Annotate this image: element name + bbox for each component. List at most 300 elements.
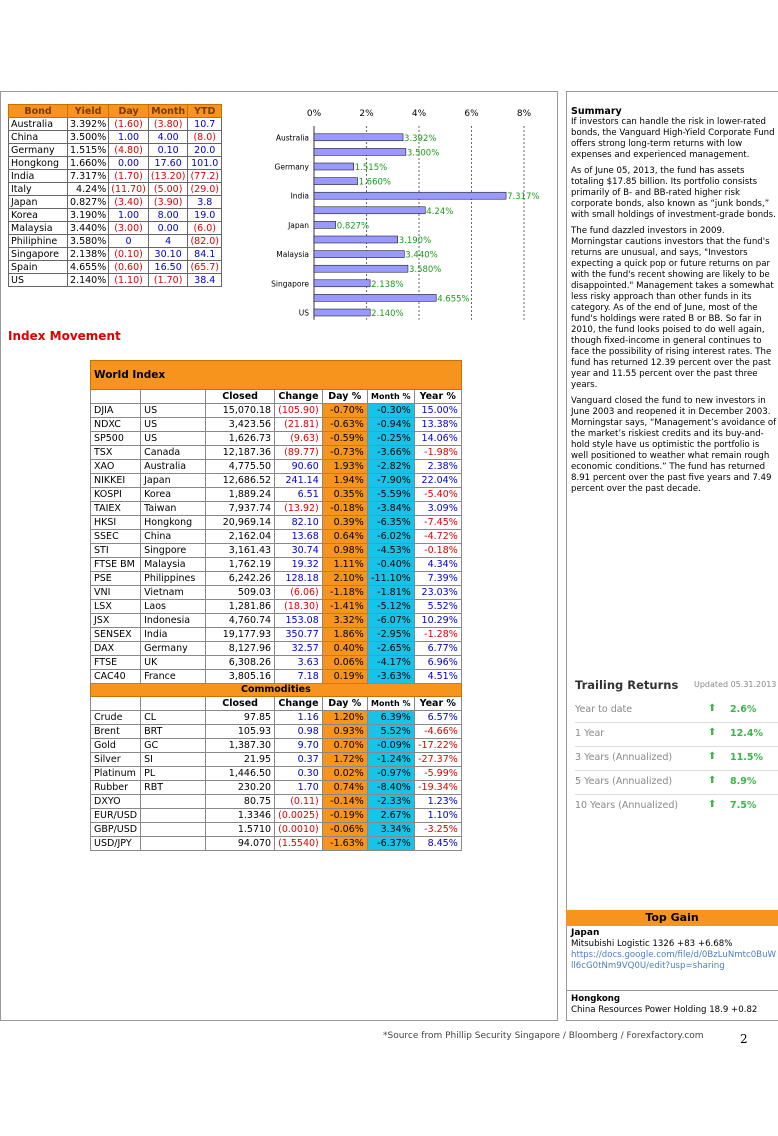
index-row [91,474,462,488]
index-row [91,711,462,725]
index-cell: Germany [141,642,206,656]
index-cell: -4.17% [367,656,414,670]
bond-row [9,157,222,170]
bond-cell: 8.00 [148,209,188,222]
column-header: Day % [322,390,367,404]
index-row [91,656,462,670]
index-cell: -0.06% [322,823,367,837]
index-row [91,725,462,739]
index-cell [141,809,206,823]
index-cell: XAO [91,460,141,474]
index-cell: -27.37% [414,753,461,767]
divider [566,990,778,991]
index-cell: 0.74% [322,781,367,795]
index-cell: Laos [141,600,206,614]
index-cell: DAX [91,642,141,656]
bond-cell: 4.24% [68,183,109,196]
bond-cell: Spain [9,261,68,274]
index-cell: -17.22% [414,739,461,753]
index-row [91,628,462,642]
bond-cell: 1.00 [109,209,149,222]
index-cell: CAC40 [91,670,141,684]
index-cell: BRT [141,725,206,739]
index-cell: -6.07% [367,614,414,628]
index-cell: 4,775.50 [206,460,275,474]
index-cell: 0.35% [322,488,367,502]
index-cell: FTSE [91,656,141,670]
data-label: 1.515% [354,163,388,173]
column-header: Closed [206,390,275,404]
index-cell: -0.25% [367,432,414,446]
bond-cell: (1.60) [109,118,149,131]
top-gain-hongkong-label: Hongkong [571,994,621,1004]
index-cell: 32.57 [275,642,323,656]
index-cell: -0.94% [367,418,414,432]
index-row [91,809,462,823]
bond-cell: (13.20) [148,170,188,183]
index-cell: 8.45% [414,837,461,851]
index-cell: -0.73% [322,446,367,460]
trailing-label: 5 Years (Annualized) [575,776,673,787]
index-cell: 1.86% [322,628,367,642]
index-row [91,530,462,544]
index-cell: 0.02% [322,767,367,781]
bond-cell: 2.138% [68,248,109,261]
bond-cell: 3.440% [68,222,109,235]
index-cell: USD/JPY [91,837,141,851]
index-cell: -1.81% [367,586,414,600]
trailing-row [575,722,778,747]
index-cell: 0.98% [322,544,367,558]
up-arrow-icon: ⬆ [708,775,717,786]
index-cell: -7.90% [367,474,414,488]
index-row [91,446,462,460]
index-cell: -0.18% [322,502,367,516]
bond-cell: 4.00 [148,131,188,144]
bond-row [9,274,222,287]
index-cell: 1.10% [414,809,461,823]
bond-cell: Germany [9,144,68,157]
bond-cell: 17.60 [148,157,188,170]
index-row [91,642,462,656]
category-label: Malaysia [276,250,309,260]
index-cell: (6.06) [275,586,323,600]
index-cell: Malaysia [141,558,206,572]
index-cell: KOSPI [91,488,141,502]
column-header: Year % [414,390,461,404]
index-cell: -0.19% [322,809,367,823]
index-cell: 8,127.96 [206,642,275,656]
index-cell: -3.84% [367,502,414,516]
index-cell: -3.66% [367,446,414,460]
top-gain-japan-link[interactable]: https://docs.google.com/file/d/0BzLuNmtc0BuWll6cG0tNm9VQ0U/edit?usp=sharing [571,950,777,971]
bond-cell: 3.500% [68,131,109,144]
index-cell: Australia [141,460,206,474]
index-cell: 80.75 [206,795,275,809]
index-cell: 7.39% [414,572,461,586]
index-cell: 13.68 [275,530,323,544]
index-cell: -7.45% [414,516,461,530]
index-cell: 105.93 [206,725,275,739]
index-cell: 23.03% [414,586,461,600]
up-arrow-icon: ⬆ [708,727,717,738]
data-label: 7.317% [507,192,540,203]
bond-cell: 1.00 [109,131,149,144]
index-cell: 97.85 [206,711,275,725]
empty-header [141,697,206,711]
bond-row [9,261,222,274]
bond-cell: 20.0 [188,144,222,157]
trailing-value: 12.4% [730,728,763,739]
index-cell: 0.06% [322,656,367,670]
index-row [91,753,462,767]
bar [314,265,408,272]
bond-row [9,248,222,261]
bond-row [9,183,222,196]
bar [314,280,370,287]
index-cell: US [141,432,206,446]
column-header: Day % [322,697,367,711]
index-row [91,488,462,502]
commodities-title: Commodities [91,684,462,697]
index-cell: 10.29% [414,614,461,628]
bar [314,163,354,170]
bond-cell: 3.392% [68,118,109,131]
index-cell: -2.65% [367,642,414,656]
bond-header-cell: Yield [68,105,109,118]
index-cell: (0.11) [275,795,323,809]
bond-cell: (3.40) [109,196,149,209]
index-cell: JSX [91,614,141,628]
index-cell: 241.14 [275,474,323,488]
bond-cell: 19.0 [188,209,222,222]
bond-cell: 38.4 [188,274,222,287]
index-cell: -2.82% [367,460,414,474]
index-row [91,781,462,795]
index-cell: 3.34% [367,823,414,837]
x-tick-label: 0% [306,109,322,119]
index-cell: -19.34% [414,781,461,795]
up-arrow-icon: ⬆ [708,751,717,762]
index-cell: 1,281.86 [206,600,275,614]
index-cell: 1.93% [322,460,367,474]
column-header: Change [275,697,323,711]
index-cell: 2.67% [367,809,414,823]
trailing-returns-title: Trailing Returns [575,678,679,692]
trailing-value: 11.5% [730,752,763,763]
summary-title: Summary [571,106,622,117]
bond-cell: US [9,274,68,287]
empty-header [91,697,141,711]
up-arrow-icon: ⬆ [708,703,717,714]
index-cell: HKSI [91,516,141,530]
index-cell: 0.39% [322,516,367,530]
index-cell: 128.18 [275,572,323,586]
index-cell: Japan [141,474,206,488]
index-cell: Taiwan [141,502,206,516]
page-number: 2 [740,1032,748,1046]
index-cell: PSE [91,572,141,586]
index-cell: DJIA [91,404,141,418]
bond-cell: Hongkong [9,157,68,170]
index-cell: -0.18% [414,544,461,558]
index-cell: -6.02% [367,530,414,544]
index-cell: 0.64% [322,530,367,544]
column-header-row [91,390,462,404]
up-arrow-icon: ⬆ [708,799,717,810]
index-cell: 9.70 [275,739,323,753]
bond-cell: 3.190% [68,209,109,222]
index-cell: 19.32 [275,558,323,572]
bond-yield-table [8,104,222,287]
index-cell: 1,762.19 [206,558,275,572]
index-cell: 82.10 [275,516,323,530]
top-gain-hongkong-text: China Resources Power Holding 18.9 +0.82 [571,1005,758,1015]
index-row [91,502,462,516]
bond-header-cell: Month [148,105,188,118]
index-cell [141,837,206,851]
index-cell: 19,177.93 [206,628,275,642]
index-cell: 6.96% [414,656,461,670]
index-cell: UK [141,656,206,670]
bond-cell: (65.7) [188,261,222,274]
index-cell: NIKKEI [91,474,141,488]
index-cell: RBT [141,781,206,795]
bond-cell: 1.660% [68,157,109,170]
bond-cell: Japan [9,196,68,209]
index-cell: 0.37 [275,753,323,767]
summary-paragraph-2: As of June 05, 2013, the fund has assets totaling $17.85 billion. Its portfolio consists primarily of B- and BB-rated higher risk corporate bonds, also known as “junk bonds,” with small holdings of investment-grade bonds. [571,166,776,220]
index-cell: 6,242.26 [206,572,275,586]
bar [314,148,406,155]
category-label: Japan [288,220,309,230]
index-cell: -6.37% [367,837,414,851]
index-cell: -0.09% [367,739,414,753]
x-tick-label: 4% [411,109,427,119]
index-cell: 4.34% [414,558,461,572]
index-cell: -1.24% [367,753,414,767]
x-tick-label: 2% [359,109,374,119]
index-cell: Hongkong [141,516,206,530]
bond-cell: (3.90) [148,196,188,209]
category-label: Germany [274,162,309,172]
bond-cell: (0.10) [109,248,149,261]
bond-cell: (1.10) [109,274,149,287]
bond-row [9,170,222,183]
bond-cell: 3.8 [188,196,222,209]
index-cell: 2,162.04 [206,530,275,544]
index-cell: SI [141,753,206,767]
index-cell: -0.14% [322,795,367,809]
index-cell: -1.28% [414,628,461,642]
index-cell: 3,161.43 [206,544,275,558]
commodities-title-row [91,684,462,697]
index-cell: -0.63% [322,418,367,432]
index-cell: -4.53% [367,544,414,558]
summary-section [571,106,778,500]
index-cell: (9.63) [275,432,323,446]
index-row [91,795,462,809]
world-index-title-row [91,361,462,390]
index-cell: PL [141,767,206,781]
index-row [91,823,462,837]
column-header: Year % [414,697,461,711]
bond-cell: India [9,170,68,183]
index-row [91,432,462,446]
column-header: Month % [367,390,414,404]
bar [314,236,398,243]
index-cell: -1.41% [322,600,367,614]
index-cell: 12,187.36 [206,446,275,460]
bond-cell: (6.0) [188,222,222,235]
index-cell: (105.90) [275,404,323,418]
column-header: Change [275,390,323,404]
index-cell: 1.72% [322,753,367,767]
bar [314,309,370,316]
index-cell: 15,070.18 [206,404,275,418]
index-row [91,586,462,600]
data-label: 4.655% [437,294,470,305]
category-label: Singapore [271,279,309,289]
bond-cell: 0.00 [148,222,188,235]
index-cell: SENSEX [91,628,141,642]
index-cell: 90.60 [275,460,323,474]
bond-row [9,235,222,248]
index-cell: Brent [91,725,141,739]
index-cell: -5.12% [367,600,414,614]
index-cell: CL [141,711,206,725]
category-label: US [298,308,309,318]
index-cell: GBP/USD [91,823,141,837]
index-cell: -4.66% [414,725,461,739]
index-cell: Crude [91,711,141,725]
index-cell: 6.57% [414,711,461,725]
bond-row [9,144,222,157]
top-gain-header: Top Gain [566,910,778,926]
index-cell: 0.40% [322,642,367,656]
bond-cell: 84.1 [188,248,222,261]
bar [314,178,358,185]
top-gain-japan-text: Mitsubishi Logistic 1326 +83 +6.68% [571,939,733,949]
index-cell: 1.16 [275,711,323,725]
index-row [91,516,462,530]
bond-row [9,131,222,144]
index-cell: 1.20% [322,711,367,725]
index-cell: -0.30% [367,404,414,418]
world-index-table [90,360,462,851]
data-label: 2.138% [371,279,404,290]
trailing-returns-updated: Updated 05.31.2013 [694,680,777,689]
index-cell: -0.97% [367,767,414,781]
bond-cell: 0.10 [148,144,188,157]
index-cell: 1,889.24 [206,488,275,502]
index-cell: 3.09% [414,502,461,516]
index-cell: -0.40% [367,558,414,572]
category-label: Australia [275,133,309,143]
index-cell: Indonesia [141,614,206,628]
index-cell: -2.95% [367,628,414,642]
index-cell: -1.18% [322,586,367,600]
bond-cell: (77.2) [188,170,222,183]
bond-cell: 0 [109,235,149,248]
index-cell: -3.25% [414,823,461,837]
index-cell: Platinum [91,767,141,781]
bond-cell: Malaysia [9,222,68,235]
top-gain-hongkong [571,994,778,1016]
bond-row [9,222,222,235]
data-label: 2.140% [371,309,404,319]
bond-cell: (4.80) [109,144,149,157]
bond-row [9,196,222,209]
bond-cell: Italy [9,183,68,196]
bond-header-cell: YTD [188,105,222,118]
index-cell: 6,308.26 [206,656,275,670]
bond-cell: Singapore [9,248,68,261]
bar [314,207,425,214]
trailing-label: 1 Year [575,728,605,739]
index-cell: (21.81) [275,418,323,432]
top-gain-japan [571,928,778,972]
data-label: 3.440% [405,250,438,261]
trailing-label: Year to date [575,704,633,715]
data-label: 1.660% [358,177,391,188]
index-cell: GC [141,739,206,753]
index-cell: 1.94% [322,474,367,488]
index-row [91,837,462,851]
trailing-row [575,698,778,723]
index-row [91,544,462,558]
column-header-row [91,697,462,711]
index-cell: 509.03 [206,586,275,600]
index-cell: -8.40% [367,781,414,795]
bond-cell: Korea [9,209,68,222]
index-cell: 21.95 [206,753,275,767]
empty-header [91,390,141,404]
summary-paragraph-1: If investors can handle the risk in lower-rated bonds, the Vanguard High-Yield Corporate Fund offers strong long-term returns with low expenses and experienced management. [571,117,775,160]
trailing-row [575,770,778,795]
index-cell: (0.0025) [275,809,323,823]
index-cell: Philippines [141,572,206,586]
bond-cell: (0.60) [109,261,149,274]
index-cell: 1.23% [414,795,461,809]
trailing-label: 10 Years (Annualized) [575,800,679,811]
bond-cell: (29.0) [188,183,222,196]
index-cell: -5.99% [414,767,461,781]
bar [314,134,403,141]
bond-header-cell: Bond [9,105,68,118]
bond-cell: 0.827% [68,196,109,209]
index-row [91,572,462,586]
bond-cell: (3.80) [148,118,188,131]
index-cell: Singpore [141,544,206,558]
index-cell: -11.10% [367,572,414,586]
index-cell: (18.30) [275,600,323,614]
index-cell: -1.63% [322,837,367,851]
bond-cell: 4.655% [68,261,109,274]
index-row [91,614,462,628]
index-cell: Vietnam [141,586,206,600]
x-tick-label: 6% [464,109,479,119]
index-row [91,558,462,572]
trailing-row [575,794,778,818]
index-cell: France [141,670,206,684]
index-cell: Gold [91,739,141,753]
source-footnote: *Source from Phillip Security Singapore / Bloomberg / Forexfactory.com [383,1031,704,1041]
bar [314,221,336,228]
bond-cell: 30.10 [148,248,188,261]
bond-cell: (1.70) [109,170,149,183]
index-cell: 3.63 [275,656,323,670]
